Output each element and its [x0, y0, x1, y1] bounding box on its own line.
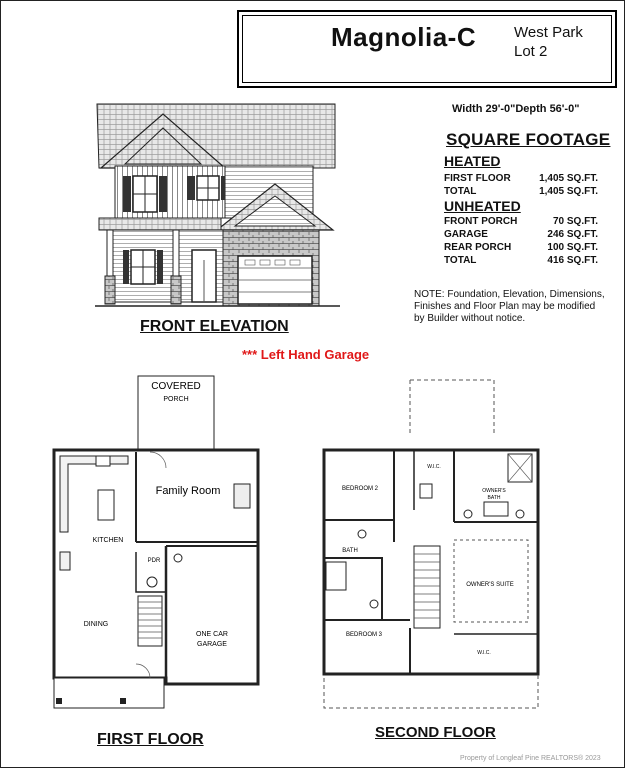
owners-suite-label: OWNER'S SUITE [466, 582, 514, 588]
heated-row [444, 186, 598, 197]
unheated-title: UNHEATED [444, 198, 521, 214]
garage-label-1: ONE CAR [196, 631, 228, 638]
row-value: 70 SQ.FT. [552, 216, 598, 227]
bedroom-3-label: BEDROOM 3 [345, 632, 383, 638]
dining-label: DINING [83, 621, 109, 628]
row-label: TOTAL [444, 186, 477, 197]
title-box [237, 10, 617, 88]
row-label: FIRST FLOOR [444, 173, 511, 184]
unheated-row [444, 242, 598, 253]
family-room-label: Family Room [155, 485, 221, 497]
row-label: GARAGE [444, 229, 488, 240]
pdr-label: PDR [147, 558, 161, 564]
row-value: 1,405 SQ.FT. [539, 173, 598, 184]
kitchen-label: KITCHEN [92, 537, 124, 544]
porch-label: PORCH [163, 396, 189, 403]
second-floor-label: SECOND FLOOR [375, 724, 496, 741]
first-floor-plan [48, 372, 278, 722]
wic-2-label: W.I.C. [477, 650, 491, 656]
row-label: FRONT PORCH [444, 216, 518, 227]
bedroom-2-label: BEDROOM 2 [341, 486, 379, 492]
heated-row [444, 173, 598, 184]
first-floor-label: FIRST FLOOR [97, 731, 204, 748]
bath-label: BATH [342, 548, 358, 554]
row-label: TOTAL [444, 255, 477, 266]
row-value: 100 SQ.FT. [547, 242, 598, 253]
heated-title: HEATED [444, 153, 501, 169]
covered-label: COVERED [151, 381, 201, 392]
row-value: 416 SQ.FT. [547, 255, 598, 266]
front-elevation-label: FRONT ELEVATION [140, 318, 289, 335]
row-value: 1,405 SQ.FT. [539, 186, 598, 197]
watermark: Property of Longleaf Pine REALTORS® 2023 [460, 755, 601, 762]
row-label: REAR PORCH [444, 242, 512, 253]
model-name: Magnolia-C [331, 22, 477, 52]
unheated-row [444, 216, 598, 227]
unheated-row [444, 229, 598, 240]
square-footage-title: SQUARE FOOTAGE [446, 130, 611, 149]
wic-label: W.I.C. [427, 464, 441, 470]
row-value: 246 SQ.FT. [547, 229, 598, 240]
owners-bath-label-2: BATH [487, 495, 501, 501]
front-elevation-drawing [95, 100, 340, 310]
second-floor-plan [318, 372, 548, 722]
left-hand-garage-note: *** Left Hand Garage [242, 347, 370, 362]
builder-note: NOTE: Foundation, Elevation, Dimensions, Finishes and Floor Plan may be modified by Builder without notice. [414, 289, 605, 324]
garage-label-2: GARAGE [197, 641, 227, 648]
lot-number: Lot 2 [514, 43, 548, 60]
owners-bath-label-1: OWNER'S [482, 488, 506, 494]
community-name: West Park [514, 24, 583, 41]
dimensions: Width 29'-0"Depth 56'-0" [452, 103, 580, 115]
unheated-row [444, 255, 598, 266]
